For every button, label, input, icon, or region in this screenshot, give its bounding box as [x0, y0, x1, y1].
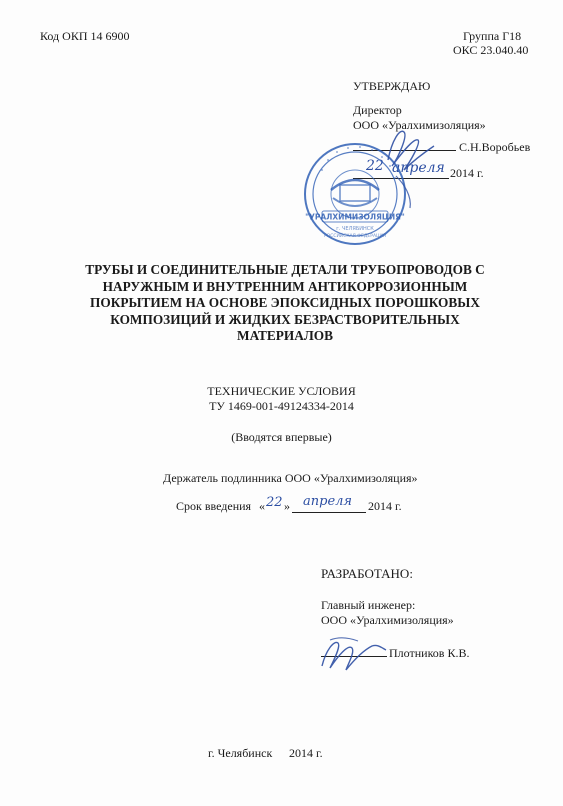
effective-day: 22 [266, 495, 283, 510]
developed-position: Главный инженер: [321, 598, 416, 612]
approval-date-month: апреля [392, 160, 445, 176]
original-holder: Держатель подлинника ООО «Уралхимизоляция» [163, 471, 418, 485]
approval-organization: ООО «Уралхимизоляция» [353, 118, 486, 132]
effective-quote-open: « [259, 499, 265, 513]
approval-signatory: С.Н.Воробьев [459, 140, 531, 154]
approval-position: Директор [353, 103, 402, 117]
approval-date-year: 2014 г. [450, 166, 484, 180]
effective-quote-close: » [284, 499, 290, 513]
approval-label: УТВЕРЖДАЮ [353, 79, 431, 93]
approval-date-day: 22 [366, 158, 384, 174]
spec-heading: ТЕХНИЧЕСКИЕ УСЛОВИЯ [207, 384, 356, 398]
effective-label: Срок введения [176, 499, 252, 513]
developed-organization: ООО «Уралхимизоляция» [321, 613, 454, 627]
title-line-2: НАРУЖНЫМ И ВНУТРЕННИМ АНТИКОРРОЗИОННЫМ [102, 278, 468, 294]
spec-number: ТУ 1469-001-49124334-2014 [209, 399, 354, 413]
spec-note: (Вводятся впервые) [231, 430, 332, 444]
group-code: Группа Г18 [463, 29, 522, 43]
stamp-name: "УРАЛХИМИЗОЛЯЦИЯ" [305, 212, 405, 222]
effective-month: апреля [303, 494, 353, 509]
oks-code: ОКС 23.040.40 [453, 43, 529, 57]
effective-year: 2014 г. [368, 499, 402, 513]
footer-city: г. Челябинск [208, 746, 273, 760]
title-line-1: ТРУБЫ И СОЕДИНИТЕЛЬНЫЕ ДЕТАЛИ ТРУБОПРОВОДОВ С [85, 262, 485, 277]
stamp-country: РОССИЙСКАЯ ФЕДЕРАЦИЯ [323, 234, 387, 239]
title-line-3: ПОКРЫТИЕМ НА ОСНОВЕ ЭПОКСИДНЫХ ПОРОШКОВЫХ [90, 295, 480, 310]
stamp-city: г. ЧЕЛЯБИНСК [336, 226, 374, 232]
developed-label: РАЗРАБОТАНО: [321, 566, 413, 581]
title-line-5: МАТЕРИАЛОВ [237, 328, 333, 343]
okp-code: Код ОКП 14 6900 [40, 29, 130, 43]
title-line-4: КОМПОЗИЦИЙ И ЖИДКИХ БЕЗРАСТВОРИТЕЛЬНЫХ [110, 311, 460, 327]
developed-signatory: Плотников К.В. [389, 646, 470, 660]
footer-year: 2014 г. [289, 746, 323, 760]
